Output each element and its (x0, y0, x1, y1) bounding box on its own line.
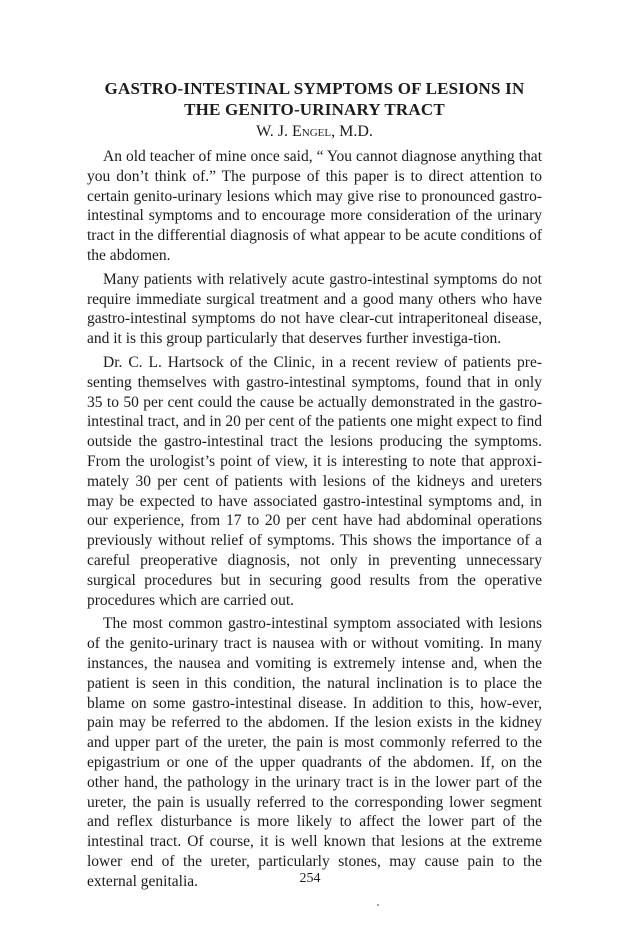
author-degree: , M.D. (331, 123, 373, 140)
author-byline (87, 122, 542, 142)
title-line-1: GASTRO-INTESTINAL SYMPTOMS OF LESIONS IN (104, 79, 525, 98)
title-line-2: THE GENITO-URINARY TRACT (184, 100, 445, 119)
page-number: 254 (299, 871, 321, 886)
author-surname: Engel (291, 123, 332, 140)
paragraph-2: Many patients with relatively acute gastro-intestinal symptoms do not require immediate surgical treatment and a good many others who have gastro-intestinal symptoms do not have clear-cut intraperitoneal disease, and it is this group particularly that deserves further investiga-tion. (87, 270, 542, 348)
paragraph-3: Dr. C. L. Hartsock of the Clinic, in a recent review of patients pre-senting themselves with gastro-intestinal symptoms, found that in only 35 to 50 per cent could the cause be actually demonstrated in the gastro-intestinal tract, and in 20 per cent of the patients one might expect to find outside the gastro-intestinal tract the lesions producing the symptoms. From the urologist’s point of view, it is interesting to note that approxi-mately 30 per cent of patients with lesions of the kidneys and ureters may be expected to have associated gastro-intestinal symptoms and, in our experience, from 17 to 20 per cent have had abdominal operations previously without relief of symptoms. This shows the importance of a careful preoperative diagnosis, not only in preventing unnecessary surgical procedures but in securing good results from the operative procedures which are carried out. (87, 353, 542, 609)
page-body (87, 78, 542, 895)
paragraph-1: An old teacher of mine once said, “ You cannot diagnose anything that you don’t think of.” The purpose of this paper is to direct attention to certain genito-urinary lesions which may give rise to pronounced gastro-intestinal symptoms and to encourage more consideration of the urinary tract in the differential diagnosis of what appear to be acute conditions of the abdomen. (87, 148, 542, 264)
paragraph-4: The most common gastro-intestinal symptom associated with lesions of the genito-urinary tract is nausea with or without vomiting. In many instances, the nausea and vomiting is extremely intense and, when the patient is seen in this condition, the natural inclination is to place the blame on some gastro-intestinal disease. In addition to this, how-ever, pain may be referred to the abdomen. If the lesion exists in the kidney and upper part of the ureter, the pain is most commonly referred to the epigastrium or one of the upper quadrants of the abdomen. If, on the other hand, the pathology in the urinary tract is in the lower part of the ureter, the pain is usually referred to the corresponding lower segment and reflex disturbance is more likely to affect the lower part of the intestinal tract. Of course, it is well known that lesions at the extreme lower end of the ureter, particularly stones, may cause pain to the external genitalia. (87, 615, 542, 890)
article-title (87, 78, 542, 120)
print-speck (377, 904, 379, 906)
author-initials: W. J. (256, 123, 292, 140)
